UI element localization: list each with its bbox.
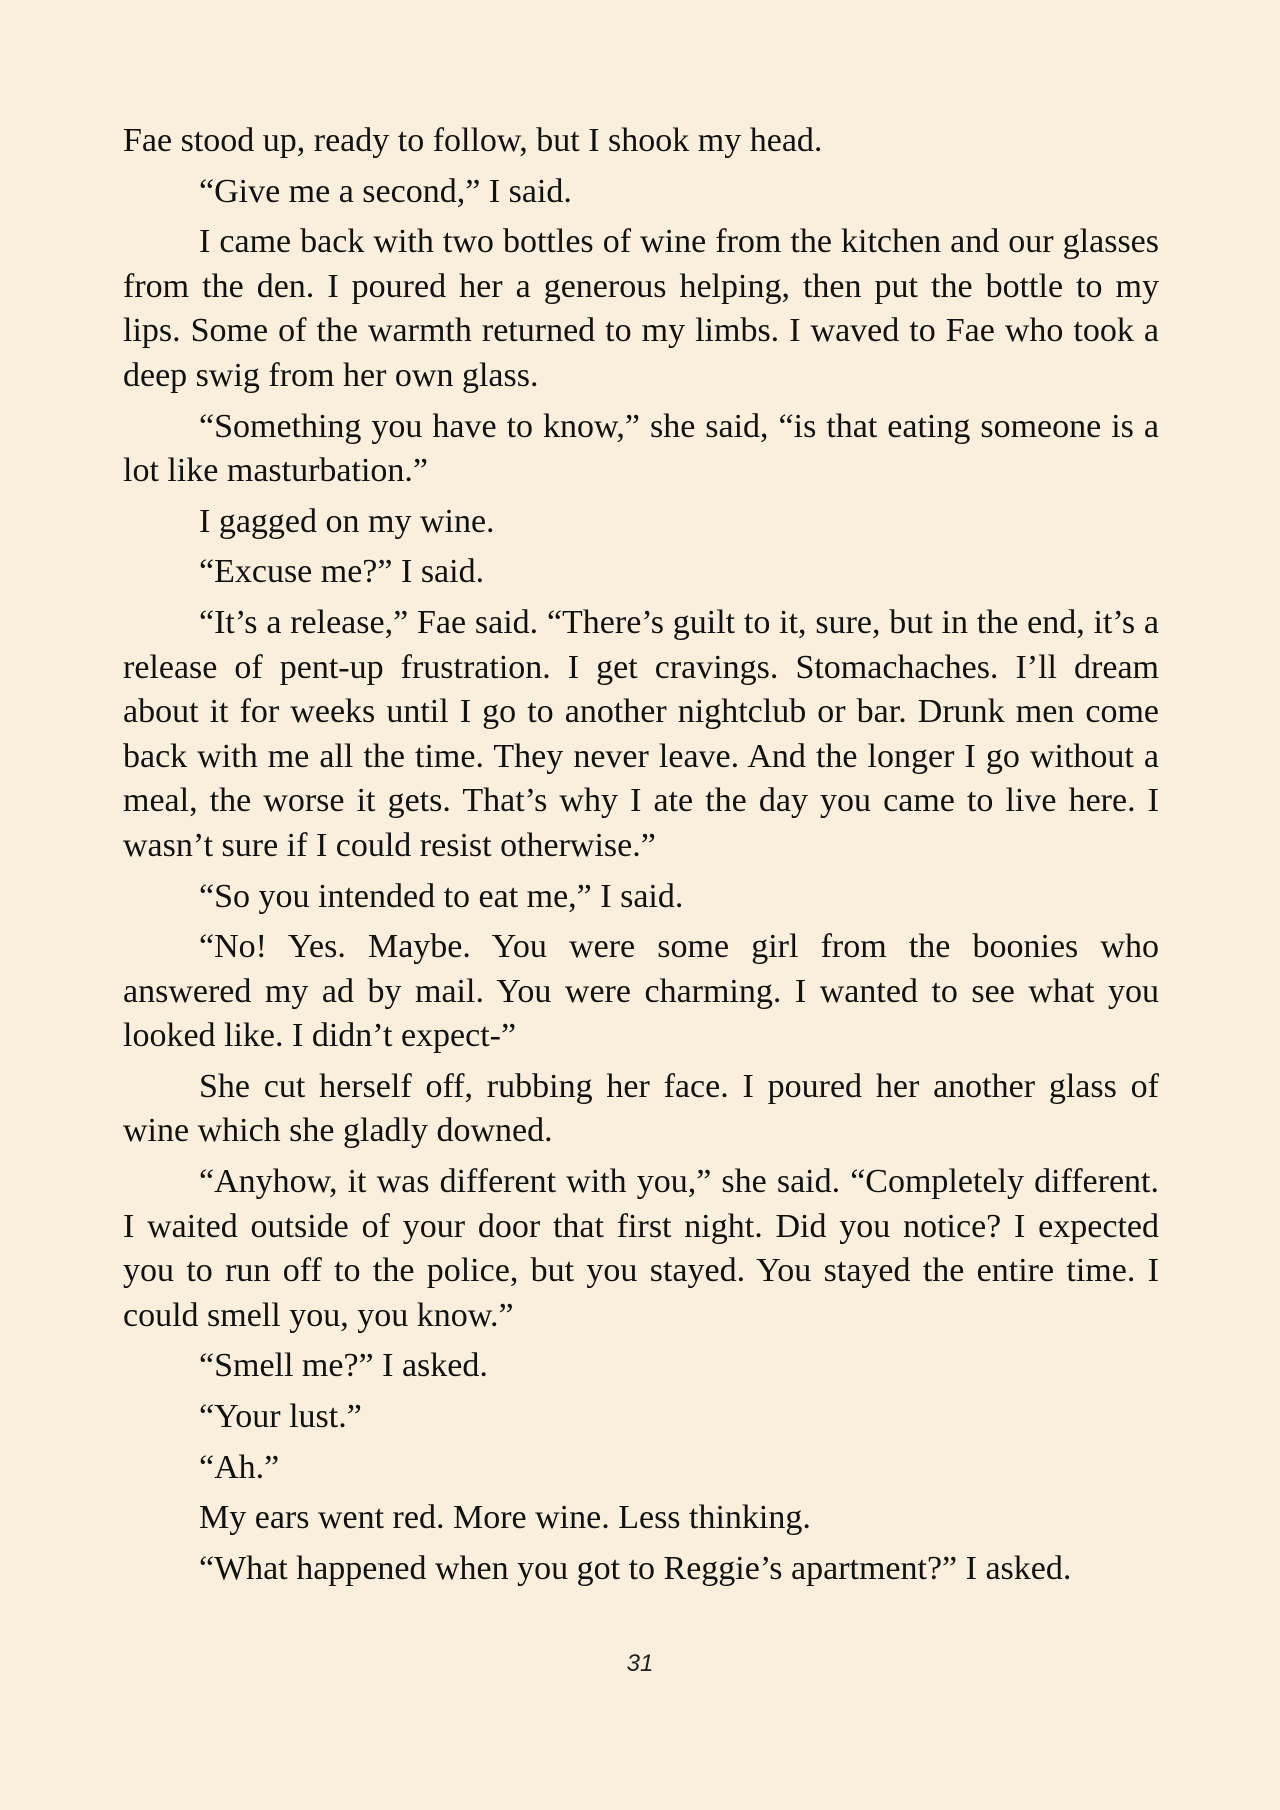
page-body: [123, 119, 1159, 1597]
paragraph: “Your lust.”: [199, 1398, 362, 1436]
paragraph: “What happened when you got to Reggie’s apartment?” I asked.: [199, 1549, 1072, 1587]
paragraph: “So you intended to eat me,” I said.: [199, 877, 684, 915]
paragraph: “Give me a second,” I said.: [199, 172, 572, 210]
paragraph: She cut herself off, rubbing her face. I poured her another glass of wine which she gladly downed.: [123, 1067, 1159, 1150]
paragraph: Fae stood up, ready to follow, but I shook my head.: [123, 122, 823, 159]
paragraph: My ears went red. More wine. Less thinking.: [199, 1499, 811, 1537]
paragraph: “Something you have to know,” she said, “is that eating someone is a lot like masturbation.”: [123, 407, 1159, 490]
paragraph: I gagged on my wine.: [199, 502, 495, 540]
paragraph: “No! Yes. Maybe. You were some girl from the boonies who answered my ad by mail. You were charming. I wanted to see what you looked like. I didn’t expect-”: [123, 928, 1159, 1055]
page-number: 31: [626, 1650, 654, 1677]
paragraph: “Excuse me?” I said.: [199, 553, 485, 591]
paragraph: “Ah.”: [199, 1448, 280, 1486]
paragraph: “Smell me?” I asked.: [199, 1347, 488, 1385]
paragraph: I came back with two bottles of wine from the kitchen and our glasses from the den. I poured her a generous helping, then put the bottle to my lips. Some of the warmth returned to my limbs. I waved to Fae who took a deep swig from her own glass.: [123, 223, 1159, 394]
paragraph: “It’s a release,” Fae said. “There’s guilt to it, sure, but in the end, it’s a release of pent-up frustration. I get cravings. Stomachaches. I’ll dream about it for weeks until I go to another nightclub or bar. Drunk men come back with me all the time. They never leave. And the longer I go without a meal, the worse it gets. That’s why I ate the day you came to live here. I wasn’t sure if I could resist otherwise.”: [123, 603, 1159, 864]
paragraph: “Anyhow, it was different with you,” she said. “Completely different. I waited outside of your door that first night. Did you notice? I expected you to run off to the police, but you stayed. You stayed the entire time. I could smell you, you know.”: [123, 1163, 1159, 1334]
